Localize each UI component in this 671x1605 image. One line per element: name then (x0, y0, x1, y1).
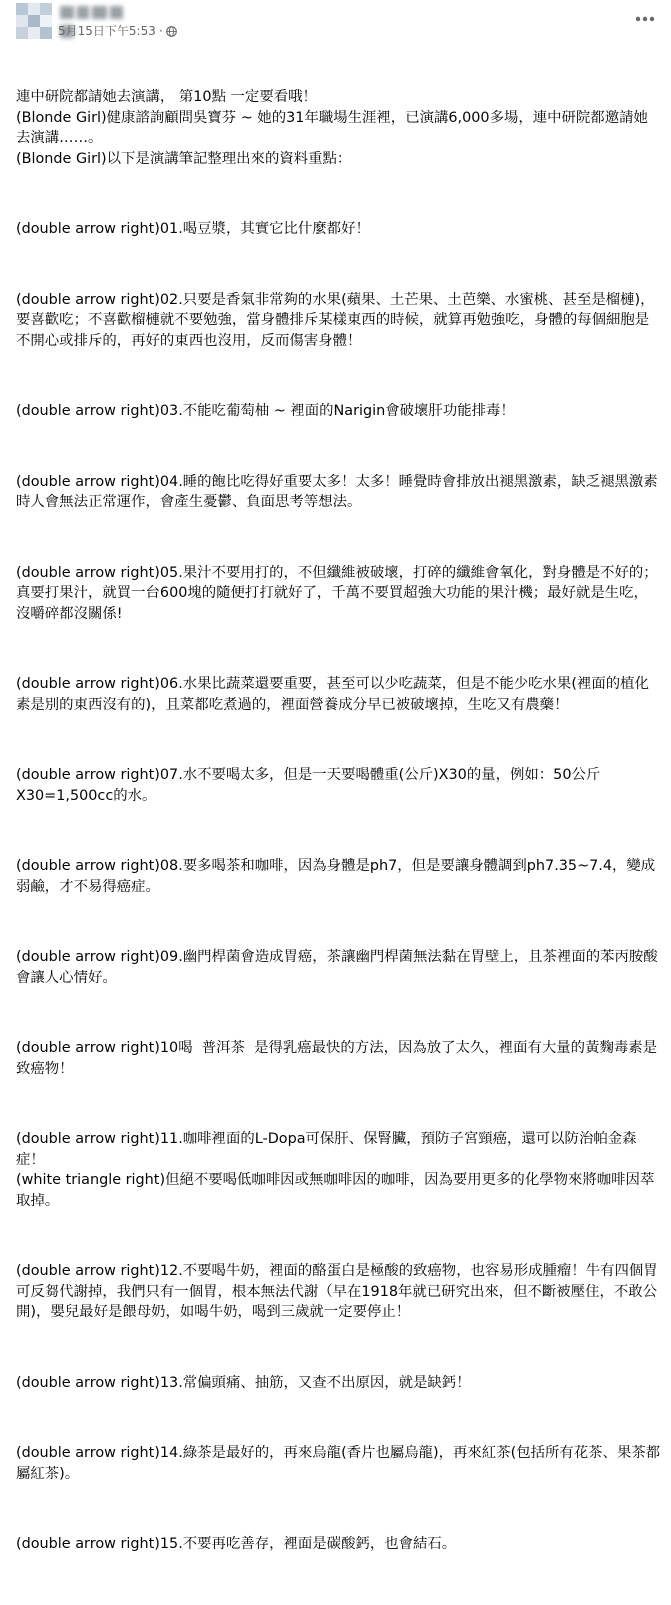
post-paragraph-07: (double arrow right)07.水不要喝太多，但是一天要喝體重(公斤)X30的量，例如：50公斤X30=1,500cc的水。 (16, 767, 601, 804)
post-paragraph-06: (double arrow right)06.水果比蔬菜還要重要，甚至可以少吃蔬菜，但是不能少吃水果(裡面的植化素是別的東西沒有的)，且菜都吃煮過的，裡面營養成分早已被破壞掉，生吃又有農藥！ (16, 676, 649, 713)
post-paragraph-13: (double arrow right)13.常偏頭痛、抽筋，又查不出原因，就是缺鈣！ (16, 1374, 471, 1391)
post-paragraph-12: (double arrow right)12.不要喝牛奶，裡面的酪蛋白是極酸的致癌物，也容易形成腫瘤！牛有四個胃可反芻代謝掉，我們只有一個胃，根本無法代謝（早在1918年就已研究出來，但不斷被壓住，不敢公開)，嬰兒最好是餵母奶，如喝牛奶，喝到三歲就一定要停止！ (16, 1263, 658, 1320)
post-meta (58, 24, 177, 39)
post-body (16, 46, 662, 1605)
post-paragraph-10: (double arrow right)10喝 普洱茶 是得乳癌最快的方法，因為放了太久，裡面有大量的黃麴毒素是致癌物！ (16, 1040, 658, 1077)
meta-separator: · (158, 24, 163, 38)
post-paragraph-02: (double arrow right)02.只要是香氣非常夠的水果(蘋果、土芒果、土芭樂、水蜜桃、甚至是榴槤)，要喜歡吃；不喜歡榴槤就不要勉強，當身體排斥某樣東西的時候，就算再勉強吃，身體的每個細胞是不開心或排斥的，再好的東西也沒用，反而傷害身體！ (16, 291, 655, 349)
more-horizontal-icon[interactable] (633, 8, 657, 24)
avatar[interactable] (16, 3, 52, 39)
author-name-obscured[interactable] (60, 4, 138, 17)
post-paragraph-15: (double arrow right)15.不要再吃善存，裡面是碳酸鈣，也會結石。 (16, 1536, 457, 1552)
post-paragraph-11: (double arrow right)11.咖啡裡面的L-Dopa可保肝、保腎臟，預防子宮頸癌，還可以防治帕金森症！ (white triangle right)但絕不要喝低咖啡因或無咖啡因的咖啡，因為要用更多的化學物來將咖啡因萃取掉。 (16, 1131, 655, 1209)
post-paragraph-04: (double arrow right)04.睡的飽比吃得好重要太多！太多！睡覺時會排放出褪黑激素，缺乏褪黑激素時人會無法正常運作，會產生憂鬱、負面思考等想法。 (16, 473, 658, 510)
post-paragraph-05: (double arrow right)05.果汁不要用打的，不但纖維被破壞，打碎的纖維會氧化，對身體是不好的；真要打果汁，就買一台600塊的隨便打打就好了，千萬不要買超強大功能的果汁機；最好就是生吃，沒嚼碎都沒關係! (16, 564, 658, 622)
post-paragraph-09: (double arrow right)09.幽門桿菌會造成胃癌，茶讓幽門桿菌無法黏在胃壁上，且茶裡面的苯丙胺酸會讓人心情好。 (16, 949, 658, 986)
globe-icon[interactable] (166, 26, 177, 37)
post-header (0, 0, 671, 44)
post-paragraph-01: (double arrow right)01.喝豆漿，其實它比什麼都好！ (16, 221, 370, 237)
post-paragraph-intro: 連中研院都請她去演講， 第10點 一定要看哦！ (Blonde Girl)健康諮詢顧問吳寶芬 ~ 她的31年職場生涯裡，已演講6,000多場，連中研院都邀請她去演講……。 (Blonde Girl)以下是演講筆記整理出來的資料重點： (16, 89, 648, 167)
post-paragraph-03: (double arrow right)03.不能吃葡萄柚 ~ 裡面的Narigin會破壞肝功能排毒！ (16, 403, 515, 419)
post-paragraph-08: (double arrow right)08.要多喝茶和咖啡，因為身體是ph7，但是要讓身體調到ph7.35~7.4，變成弱鹼，才不易得癌症。 (16, 858, 656, 895)
post-paragraph-14: (double arrow right)14.綠茶是最好的，再來烏龍(香片也屬烏龍)，再來紅茶(包括所有花茶、果茶都屬紅茶)。 (16, 1445, 661, 1482)
post-timestamp[interactable]: 5月15日下午5:53 (58, 24, 156, 38)
